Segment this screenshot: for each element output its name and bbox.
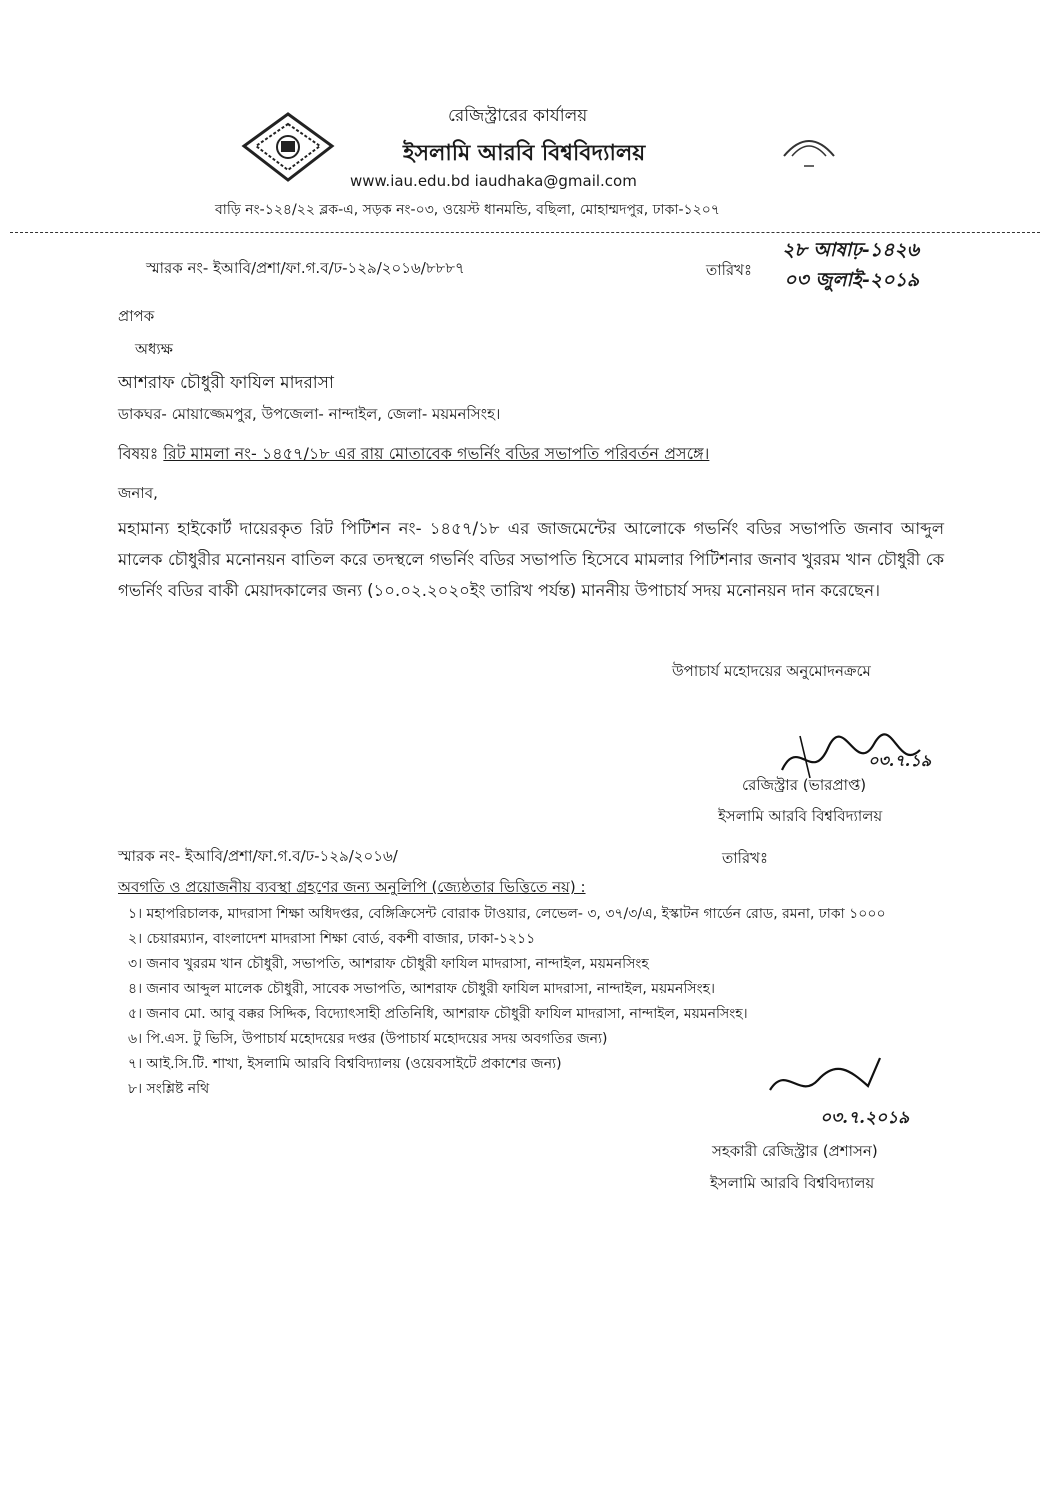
signatory-2-title: সহকারী রেজিস্ট্রার (প্রশাসন) bbox=[712, 1142, 878, 1160]
office-name: রেজিস্ট্রারের কার্যালয় bbox=[448, 106, 588, 126]
signatory-1-org: ইসলামি আরবি বিশ্ববিদ্যালয় bbox=[718, 807, 883, 825]
copy-item: ১। মহাপরিচালক, মাদরাসা শিক্ষা অধিদপ্তর, বেঙ্গিক্রিসেন্ট বোরাক টাওয়ার, লেভেল- ৩, ৩৭/৩/এ, ইস্কাটন গার্ডেন রোড, রমনা, ঢাকা ১০০০ bbox=[128, 906, 886, 922]
address-line: বাড়ি নং-১২৪/২২ ব্লক-এ, সড়ক নং-০৩, ওয়েস্ট ধানমন্ডি, বছিলা, মোহাম্মদপুর, ঢাকা-১২০৭ bbox=[215, 202, 720, 218]
signature-2-date: ০৩.৭.২০১৯ bbox=[820, 1108, 910, 1128]
university-name: ইসলামি আরবি বিশ্ববিদ্যালয় bbox=[403, 141, 646, 166]
recipient-institution: আশরাফ চৌধুরী ফাযিল মাদরাসা bbox=[118, 373, 334, 393]
signature-1-date: ০৩.৭.১৯ bbox=[868, 751, 932, 770]
date-english: ০৩ জুলাই-২০১৯ bbox=[784, 269, 920, 291]
recipient-title: অধ্যক্ষ bbox=[135, 340, 173, 358]
contact-line: www.iau.edu.bd iaudhaka@gmail.com bbox=[350, 172, 637, 190]
copy-item: ২। চেয়ারম্যান, বাংলাদেশ মাদরাসা শিক্ষা বোর্ড, বকশী বাজার, ঢাকা-১২১১ bbox=[128, 931, 536, 947]
university-logo bbox=[238, 110, 338, 185]
salutation: জনাব, bbox=[118, 484, 158, 502]
subject-text: রিট মামলা নং- ১৪৫৭/১৮ এর রায় মোতাবেক গভর্নিং বডির সভাপতি পরিবর্তন প্রসঙ্গে। bbox=[163, 444, 710, 463]
approval-line: উপাচার্য মহোদয়ের অনুমোদনক্রমে bbox=[672, 662, 871, 680]
copy-item: ৪। জনাব আব্দুল মালেক চৌধুরী, সাবেক সভাপতি, আশরাফ চৌধুরী ফাযিল মাদরাসা, নান্দাইল, ময়মনসিংহ। bbox=[128, 981, 716, 997]
copy-heading: অবগতি ও প্রয়োজনীয় ব্যবস্থা গ্রহণের জন্য অনুলিপি (জ্যেষ্ঠতার ভিত্তিতে নয়) : bbox=[118, 878, 586, 896]
memo2-date-label: তারিখঃ bbox=[722, 849, 768, 867]
copy-item: ৩। জনাব খুররম খান চৌধুরী, সভাপতি, আশরাফ চৌধুরী ফাযিল মাদরাসা, নান্দাইল, ময়মনসিংহ bbox=[128, 956, 649, 972]
copy-item: ৮। সংশ্লিষ্ট নথি bbox=[128, 1081, 210, 1097]
copy-item: ৬। পি.এস. টু ভিসি, উপাচার্য মহোদয়ের দপ্তর (উপাচার্য মহোদয়ের সদয় অবগতির জন্য) bbox=[128, 1031, 608, 1047]
header-divider bbox=[10, 232, 1040, 233]
subject-label: বিষয়ঃ bbox=[118, 444, 159, 463]
copy-item: ৫। জনাব মো. আবু বক্কর সিদ্দিক, বিদ্যোৎসাহী প্রতিনিধি, আশরাফ চৌধুরী ফাযিল মাদরাসা, নান্দাইল, ময়মনসিংহ। bbox=[128, 1006, 748, 1022]
signatory-2-org: ইসলামি আরবি বিশ্ববিদ্যালয় bbox=[710, 1174, 875, 1192]
subject-line bbox=[118, 441, 709, 468]
body-paragraph: মহামান্য হাইকোর্ট দায়েরকৃত রিট পিটিশন নং- ১৪৫৭/১৮ এর জাজমেন্টের আলোকে গভর্নিং বডির সভাপতি জনাব আব্দুল মালেক চৌধুরীর মনোনয়ন বাতিল করে তদস্থলে গভর্নিং বডির সভাপতি হিসেবে মামলার পিটিশনার জনাব খুররম খান চৌধুরী কে গভর্নিং বডির বাকী মেয়াদকালের জন্য (১০.০২.২০২০ইং তারিখ পর্যন্ত) মাননীয় উপাচার্য সদয় মনোনয়ন দান করেছেন। bbox=[118, 519, 944, 600]
arch-emblem bbox=[778, 126, 840, 171]
memo-ref: স্মারক নং- ইআবি/প্রশা/ফা.গ.ব/ঢ-১২৯/২০১৬/৮৮৮৭ bbox=[146, 259, 465, 277]
copy-item: ৭। আই.সি.টি. শাখা, ইসলামি আরবি বিশ্ববিদ্যালয় (ওয়েবসাইটে প্রকাশের জন্য) bbox=[128, 1056, 562, 1072]
signature-2 bbox=[760, 1050, 890, 1110]
date-label: তারিখঃ bbox=[706, 261, 752, 279]
recipient-address: ডাকঘর- মোয়াজ্জেমপুর, উপজেলা- নান্দাইল, জেলা- ময়মনসিংহ। bbox=[118, 405, 501, 423]
recipient-to: প্রাপক bbox=[118, 307, 155, 325]
date-bangla: ২৮ আষাঢ়-১৪২৬ bbox=[782, 239, 920, 261]
memo2-ref: স্মারক নং- ইআবি/প্রশা/ফা.গ.ব/ঢ-১২৯/২০১৬/ bbox=[118, 847, 398, 865]
signatory-1-title: রেজিস্ট্রার (ভারপ্রাপ্ত) bbox=[742, 776, 867, 794]
